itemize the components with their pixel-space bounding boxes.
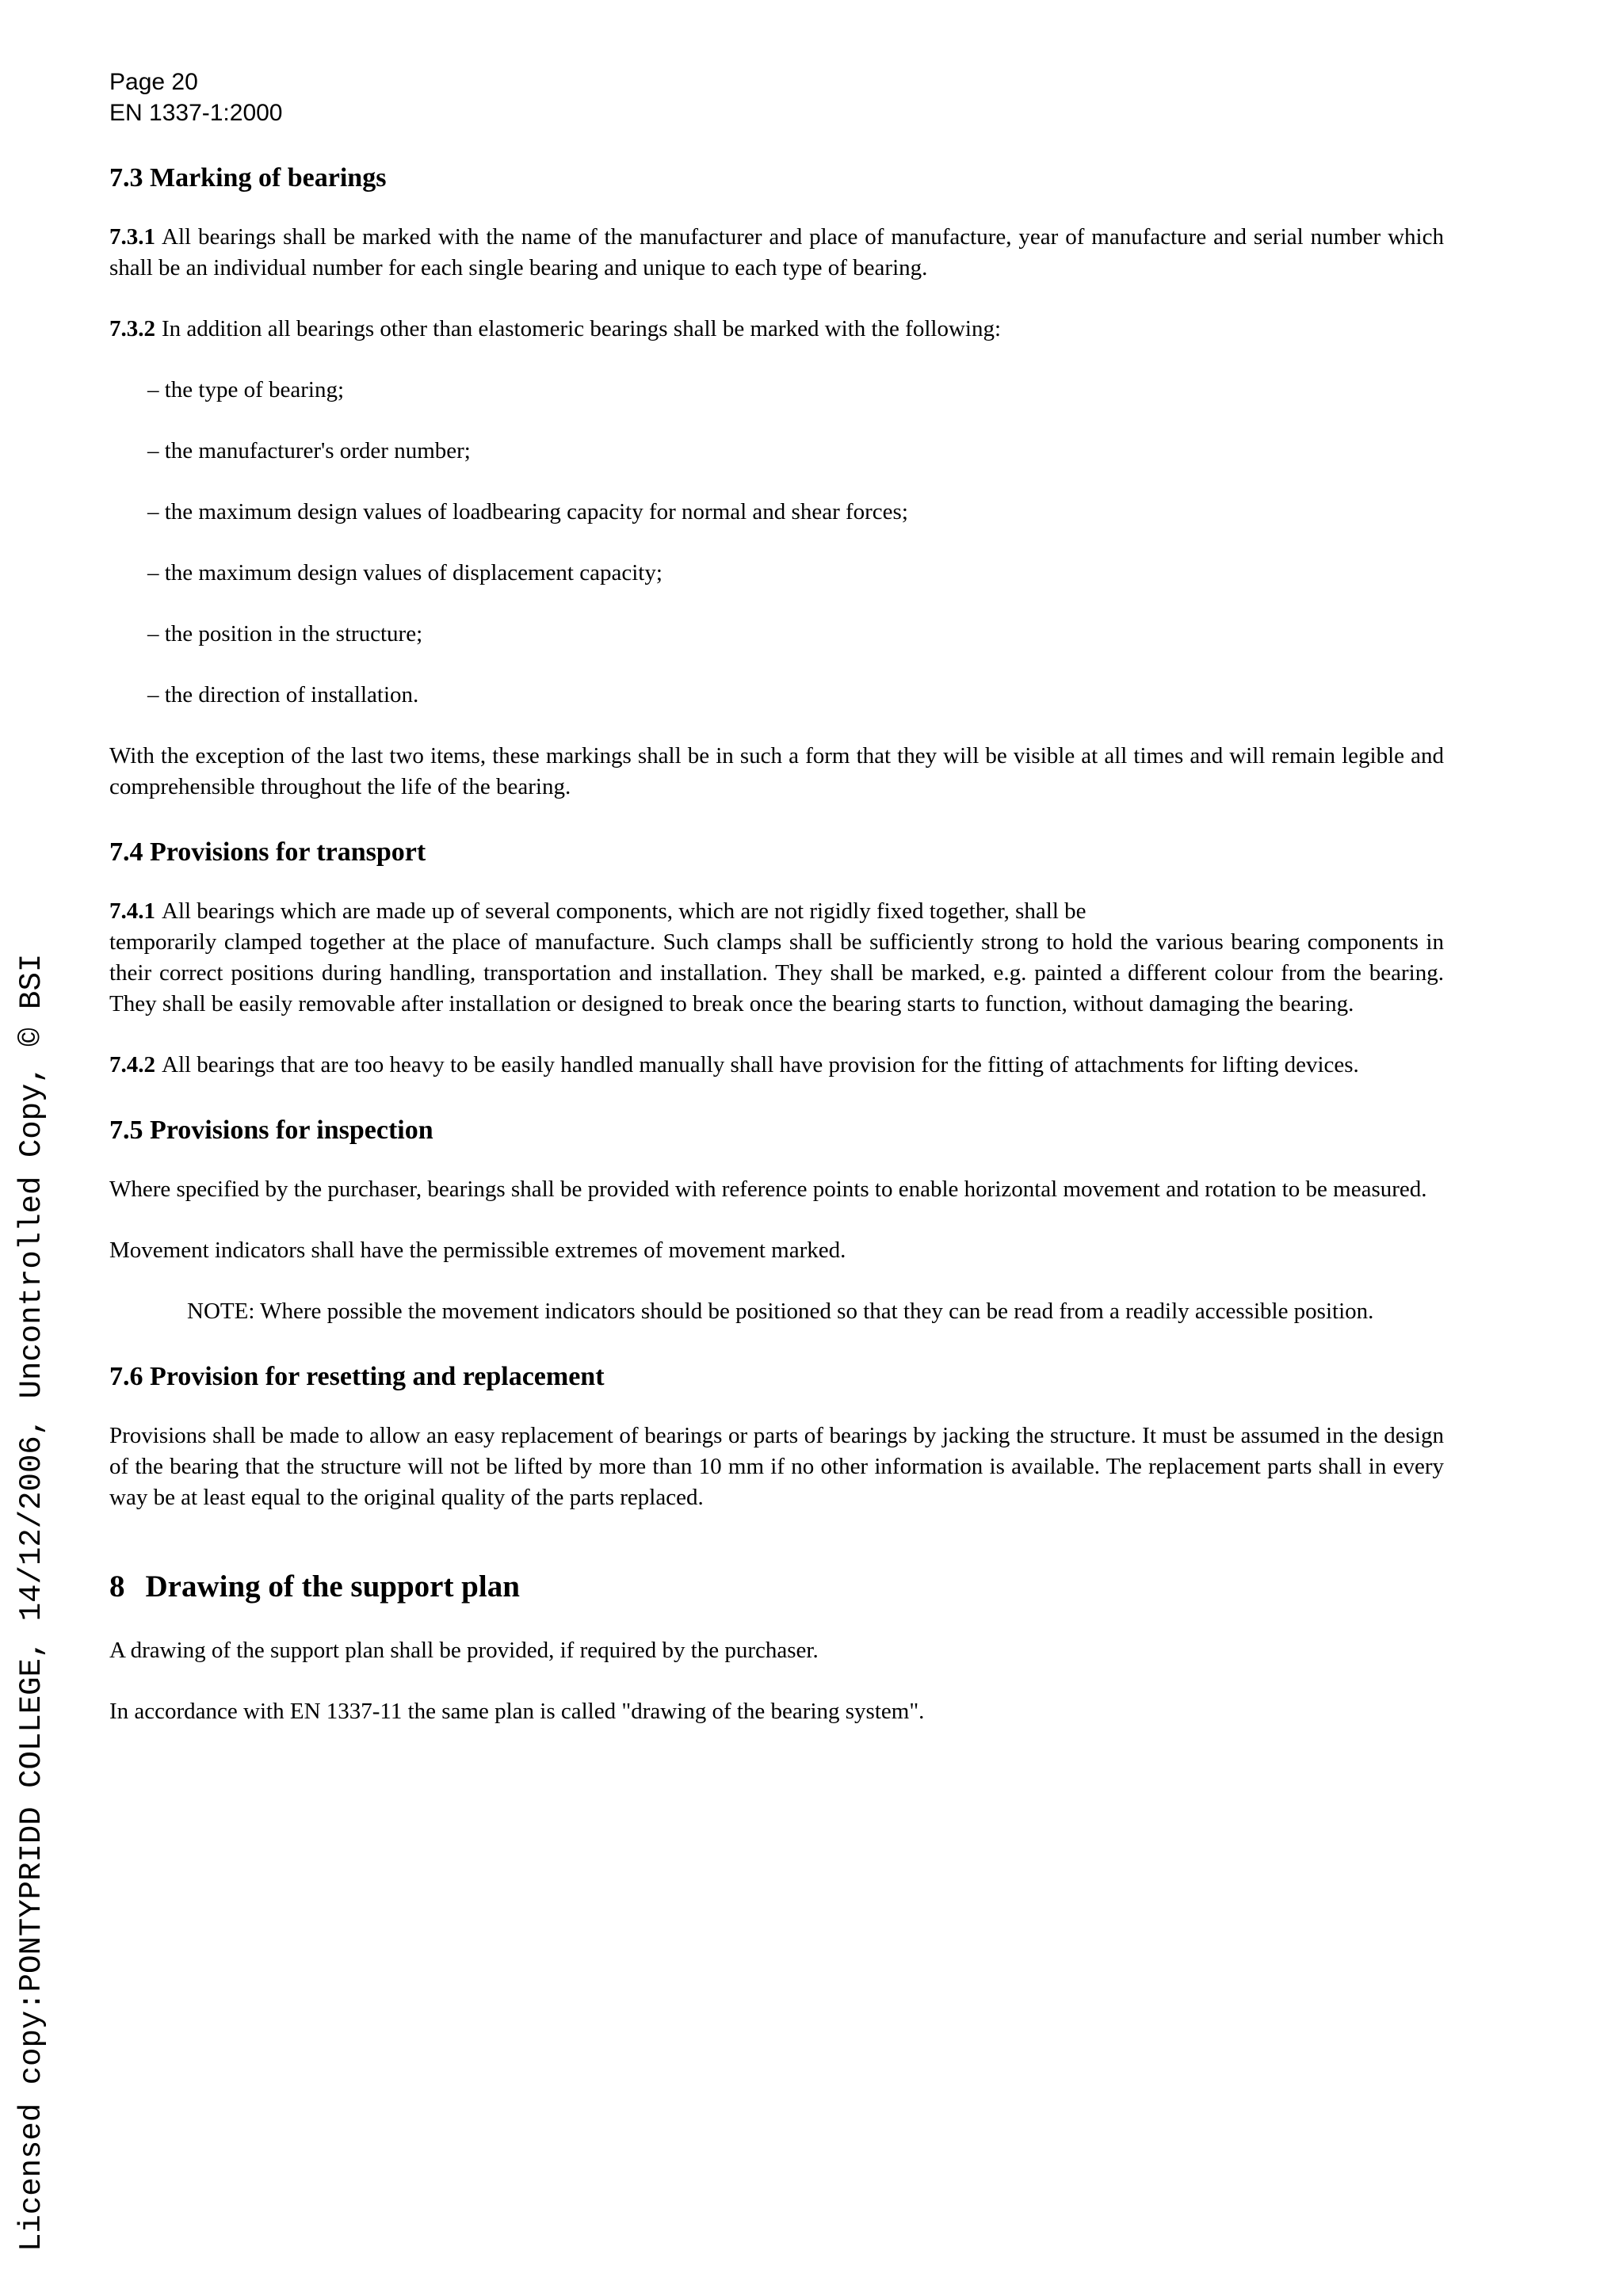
clause-number: 7.3.1 (109, 224, 155, 250)
replacement-paragraph: Provisions shall be made to allow an easy replacement of bearings or parts of bearings by jacking the structure. It must be assumed in the design of the bearing that the structure will not be lifted by more than 10 mm if no other information is available. The replacement parts shall in every way be at least equal to the original quality of the parts replaced. (109, 1423, 1444, 1510)
clause-text: All bearings that are too heavy to be easily handled manually shall have provision for the fitting of attachments for lifting devices. (162, 1052, 1359, 1077)
section-title: Drawing of the support plan (145, 1569, 520, 1604)
clause-number: 7.4.1 (109, 898, 155, 924)
clause-7-3-2 (109, 314, 1444, 345)
inspection-paragraph-2: Movement indicators shall have the permissible extremes of movement marked. (109, 1238, 846, 1263)
section-7-6-heading: 7.6 Provision for resetting and replacement (109, 1362, 605, 1391)
list-item: – the maximum design values of displacement capacity; (147, 560, 663, 585)
section-7-3-heading: 7.3 Marking of bearings (109, 163, 387, 193)
page-number: Page 20 (109, 69, 198, 95)
support-plan-paragraph-2: In accordance with EN 1337-11 the same plan is called "drawing of the bearing system". (109, 1699, 925, 1724)
section-number: 8 (109, 1569, 125, 1604)
list-item: – the position in the structure; (147, 621, 423, 646)
section-7-5-heading: 7.5 Provisions for inspection (109, 1116, 433, 1145)
section-8-heading (109, 1569, 1444, 1605)
document-body (109, 162, 1444, 1727)
standard-reference: EN 1337-1:2000 (109, 100, 283, 126)
clause-number: 7.4.2 (109, 1052, 155, 1077)
list-item: – the maximum design values of loadbearing capacity for normal and shear forces; (147, 499, 908, 524)
clause-7-3-1 (109, 222, 1444, 284)
list-item: – the direction of installation. (147, 682, 419, 707)
clause-7-4-1-continued: temporarily clamped together at the place of manufacture. Such clamps shall be sufficiently strong to hold the various bearing components in their correct positions during handling, transportation and installation. They shall be marked, e.g. painted a different colour from the bearing. They shall be easily removable after installation or designed to break once the bearing starts to function, without damaging the bearing. (109, 929, 1444, 1016)
clause-7-4-1-first-line (109, 896, 1444, 927)
support-plan-paragraph-1: A drawing of the support plan shall be provided, if required by the purchaser. (109, 1638, 819, 1663)
section-7-4-heading: 7.4 Provisions for transport (109, 837, 426, 867)
list-item: – the manufacturer's order number; (147, 438, 471, 463)
clause-text: All bearings which are made up of several components, which are not rigidly fixed together, shall be (162, 898, 1086, 924)
inspection-paragraph-1: Where specified by the purchaser, bearings shall be provided with reference points to enable horizontal movement and rotation to be measured. (109, 1177, 1427, 1202)
list-item: – the type of bearing; (147, 377, 345, 402)
marking-closing-paragraph: With the exception of the last two items, these markings shall be in such a form that they will be visible at all times and will remain legible and comprehensible throughout the life of the bearing. (109, 743, 1444, 799)
clause-7-4-2 (109, 1050, 1444, 1081)
inspection-note: NOTE: Where possible the movement indicators should be positioned so that they can be read from a readily accessible position. (187, 1299, 1374, 1324)
license-watermark: Licensed copy:PONTYPRIDD COLLEGE, 14/12/2006, Uncontrolled Copy, © BSI (14, 953, 49, 2252)
clause-number: 7.3.2 (109, 316, 155, 341)
clause-text: All bearings shall be marked with the name of the manufacturer and place of manufacture, year of manufacture and serial number which shall be an individual number for each single bearing and unique to each type of bearing. (109, 224, 1444, 280)
page-header (109, 67, 283, 128)
clause-text: In addition all bearings other than elastomeric bearings shall be marked with the following: (162, 316, 1002, 341)
